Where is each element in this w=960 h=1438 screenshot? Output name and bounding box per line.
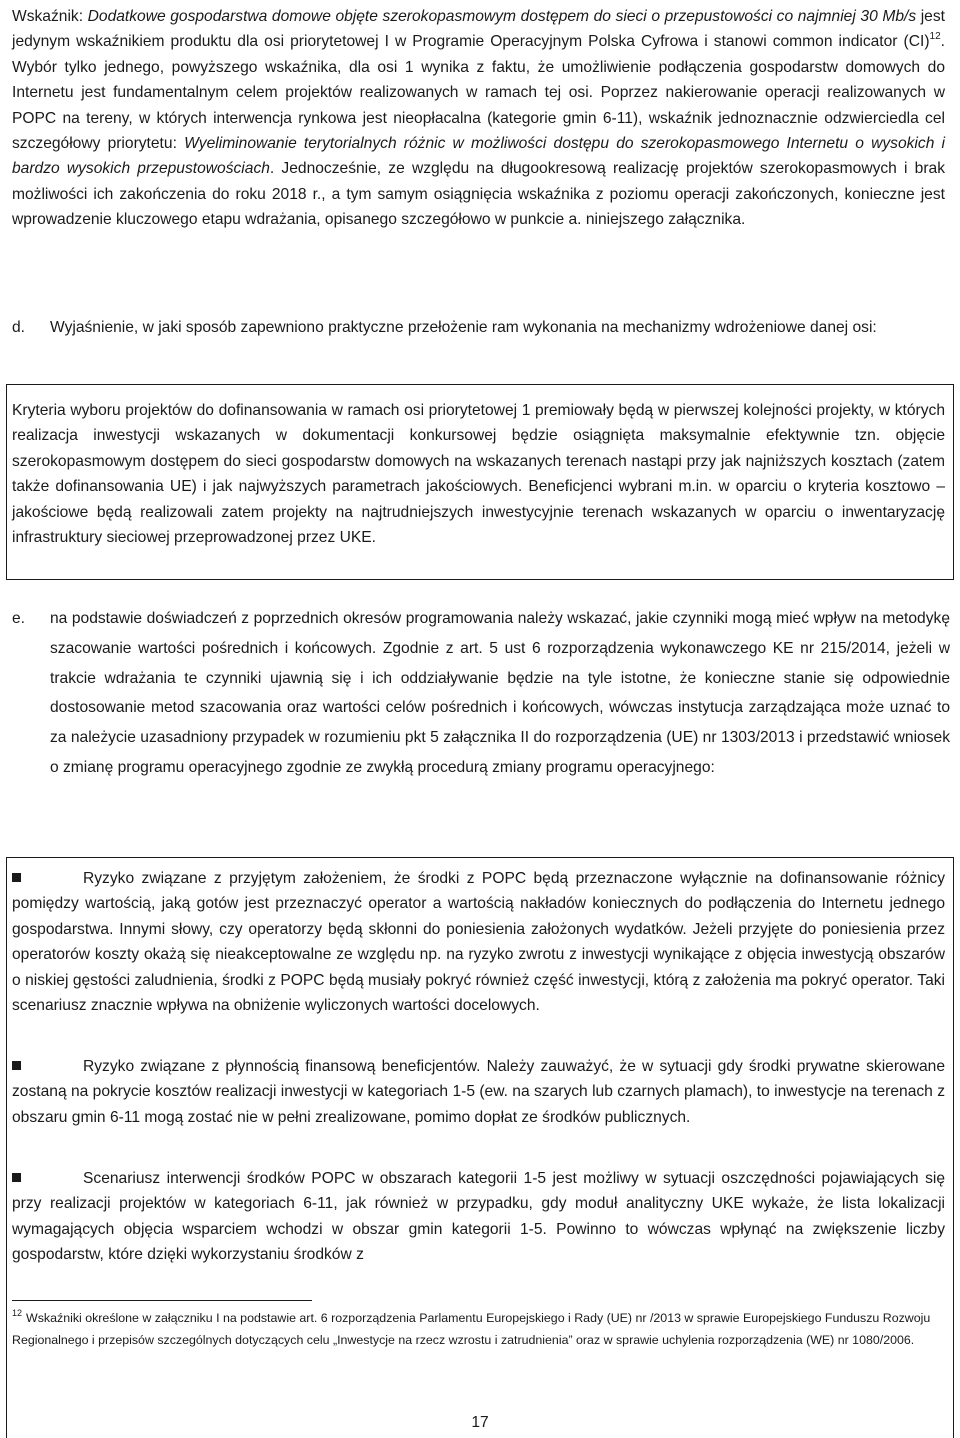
footnote-number: 12 [12, 1308, 23, 1318]
square-bullet-icon [12, 1173, 21, 1182]
indicator-text-2: . Wybór tylko jednego, powyższego wskaźnika, dla osi 1 wynika z faktu, że umożliwienie podłączenia gospodarstw domowych do Internetu jest fundamentalnym celem projektów realizowanych w ramach tej osi. Poprzez nakierowanie operacji realizowanych w POPC na tereny, w których interwencja rynkowa jest nieopłacalna (kategorie gmin 6-11), wskaźnik jednoznacznie odzwierciedla cel szczegółowy priorytetu: [12, 33, 945, 153]
footnote-reference[interactable]: 12 [929, 31, 941, 43]
section-e-marker: e. [12, 610, 26, 627]
section-d-heading [12, 314, 945, 342]
section-d-marker: d. [12, 319, 26, 336]
square-bullet-icon [12, 1061, 21, 1070]
indicator-name: Dodatkowe gospodarstwa domowe objęte szerokopasmowym dostępem do sieci o przepustowości co najmniej 30 Mb/s [87, 8, 917, 25]
footnote [12, 1308, 942, 1351]
page-number: 17 [471, 1414, 489, 1431]
section-e-text: na podstawie doświadczeń z poprzednich okresów programowania należy wskazać, jakie czynniki mogą mieć wpływ na metodykę szacowanie wartości pośrednich i końcowych. Zgodnie z art. 5 ust 6 rozporządzenia wykonawczego KE nr 215/2014, jeżeli w trakcie wdrażania te czynniki ujawnią się i ich oddziaływanie będzie na tyle istotne, że konieczne stanie się odpowiednie dostosowanie metod szacowania oraz wartości celów pośrednich i końcowych, wówczas instytucja zarządzająca może uznać to za należycie uzasadniony przypadek w rozumieniu pkt 5 załącznika II do rozporządzenia (UE) nr 1303/2013 i przedstawić wniosek o zmianę programu operacyjnego zgodnie ze zwykłą procedurą zmiany programu operacyjnego: [50, 610, 950, 776]
risk-bullet-1-text: Ryzyko związane z przyjętym założeniem, że środki z POPC będą przeznaczone wyłącznie na dofinansowanie różnicy pomiędzy wartością, jaką gotów jest przeznaczyć operator a wartością nakładów koniecznych do podłączenia do Internetu jednego gospodarstwa. Innymi słowy, czy operatorzy będą skłonni do poniesienia założonych wydatków. Jeżeli przyjęte do poniesienia przez operatorów koszty okażą się nieakceptowalne ze względu np. na ryzyko zwrotu z inwestycji wynikające z objęcia inwestycją obszarów o niskiej gęstości zaludnienia, środki z POPC będą musiały pokryć również część inwestycji, którą z założenia ma pokryć operator. Taki scenariusz znacznie wpływa na obniżenie wyliczonych wartości docelowych. [12, 870, 945, 1015]
risk-bullet-3-text: Scenariusz interwencji środków POPC w obszarach kategorii 1-5 jest możliwy w sytuacji oszczędności pojawiających się przy realizacji projektów w kategoriach 6-11, jak również w przypadku, gdy moduł analityczny UKE wykaże, że lista lokalizacji wymagających objęcia wsparciem wchodzi w obszar gmin kategorii 1-5. Powinno to wówczas wpłynąć na zwiększenie liczby gospodarstw, które dzięki wykorzystaniu środków z [12, 1170, 945, 1264]
indicator-label: Wskaźnik: [12, 8, 88, 25]
priority-objective: Wyeliminowanie terytorialnych różnic w możliwości dostępu do szerokopasmowego Internetu o wysokich i bardzo wysokich przepustowościach [12, 135, 945, 178]
indicator-text-3: . Jednocześnie, ze względu na długookresową realizację projektów szerokopasmowych i brak możliwości ich zakończenia do roku 2018 r., a tym samym osiągnięcia wskaźnika z poziomu operacji zakończonych, konieczne jest wprowadzenie kluczowego etapu wdrażania, opisanego szczegółowo w punkcie a. niniejszego załącznika. [12, 160, 946, 229]
risk-bullet-2-text: Ryzyko związane z płynnością finansową beneficjentów. Należy zauważyć, że w sytuacji gdy środki prywatne skierowane zostaną na pokrycie kosztów realizacji inwestycji w kategoriach 1-5 (ew. na szarych lub czarnych plamach), to inwestycje na terenach z obszaru gmin 6-11 mogą zostać nie w pełni zrealizowane, pomimo dopłat ze środków publicznych. [12, 1058, 945, 1126]
footnote-text: Wskaźniki określone w załączniku I na podstawie art. 6 rozporządzenia Parlamentu Europejskiego i Rady (UE) nr /2013 w sprawie Europejskiego Funduszu Rozwoju Regionalnego i przepisów szczególnych dotyczących celu „Inwestycje na rzecz wzrostu i zatrudnienia” oraz w sprawie uchylenia rozporządzenia (WE) nr 1080/2006. [12, 1311, 931, 1347]
risk-bullet-3 [12, 1166, 945, 1268]
risk-bullet-1 [12, 866, 945, 1018]
footnote-separator [12, 1300, 312, 1301]
indicator-text-1: jest jedynym wskaźnikiem produktu dla osi priorytetowej I w Programie Operacyjnym Polska Cyfrowa i stanowi common indicator (CI) [12, 8, 945, 51]
square-bullet-icon [12, 873, 21, 882]
indicator-paragraph [12, 4, 945, 233]
answer-box-d-text: Kryteria wyboru projektów do dofinansowania w ramach osi priorytetowej 1 premiowały będą w pierwszej kolejności projekty, w których realizacja inwestycji wskazanych w dokumentacji konkursowej będzie osiągnięta maksymalnie efektywnie tzn. objęcie szerokopasmowym dostępem do sieci gospodarstw domowych na wskazanych terenach nastąpi przy jak najniższych kosztach (zatem także dofinansowania UE) i jak najwyższych parametrach jakościowych. Beneficjenci wybrani m.in. w oparciu o kryteria kosztowo – jakościowe będą realizowali zatem projekty na najtrudniejszych inwestycyjnie terenach wskazanych w oparciu o inwentaryzację infrastruktury sieciowej przeprowadzonej przez UKE. [12, 402, 945, 547]
section-d-title: Wyjaśnienie, w jaki sposób zapewniono praktyczne przełożenie ram wykonania na mechanizmy wdrożeniowe danej osi: [50, 319, 877, 336]
risk-bullet-2 [12, 1054, 945, 1130]
section-e [12, 604, 950, 783]
